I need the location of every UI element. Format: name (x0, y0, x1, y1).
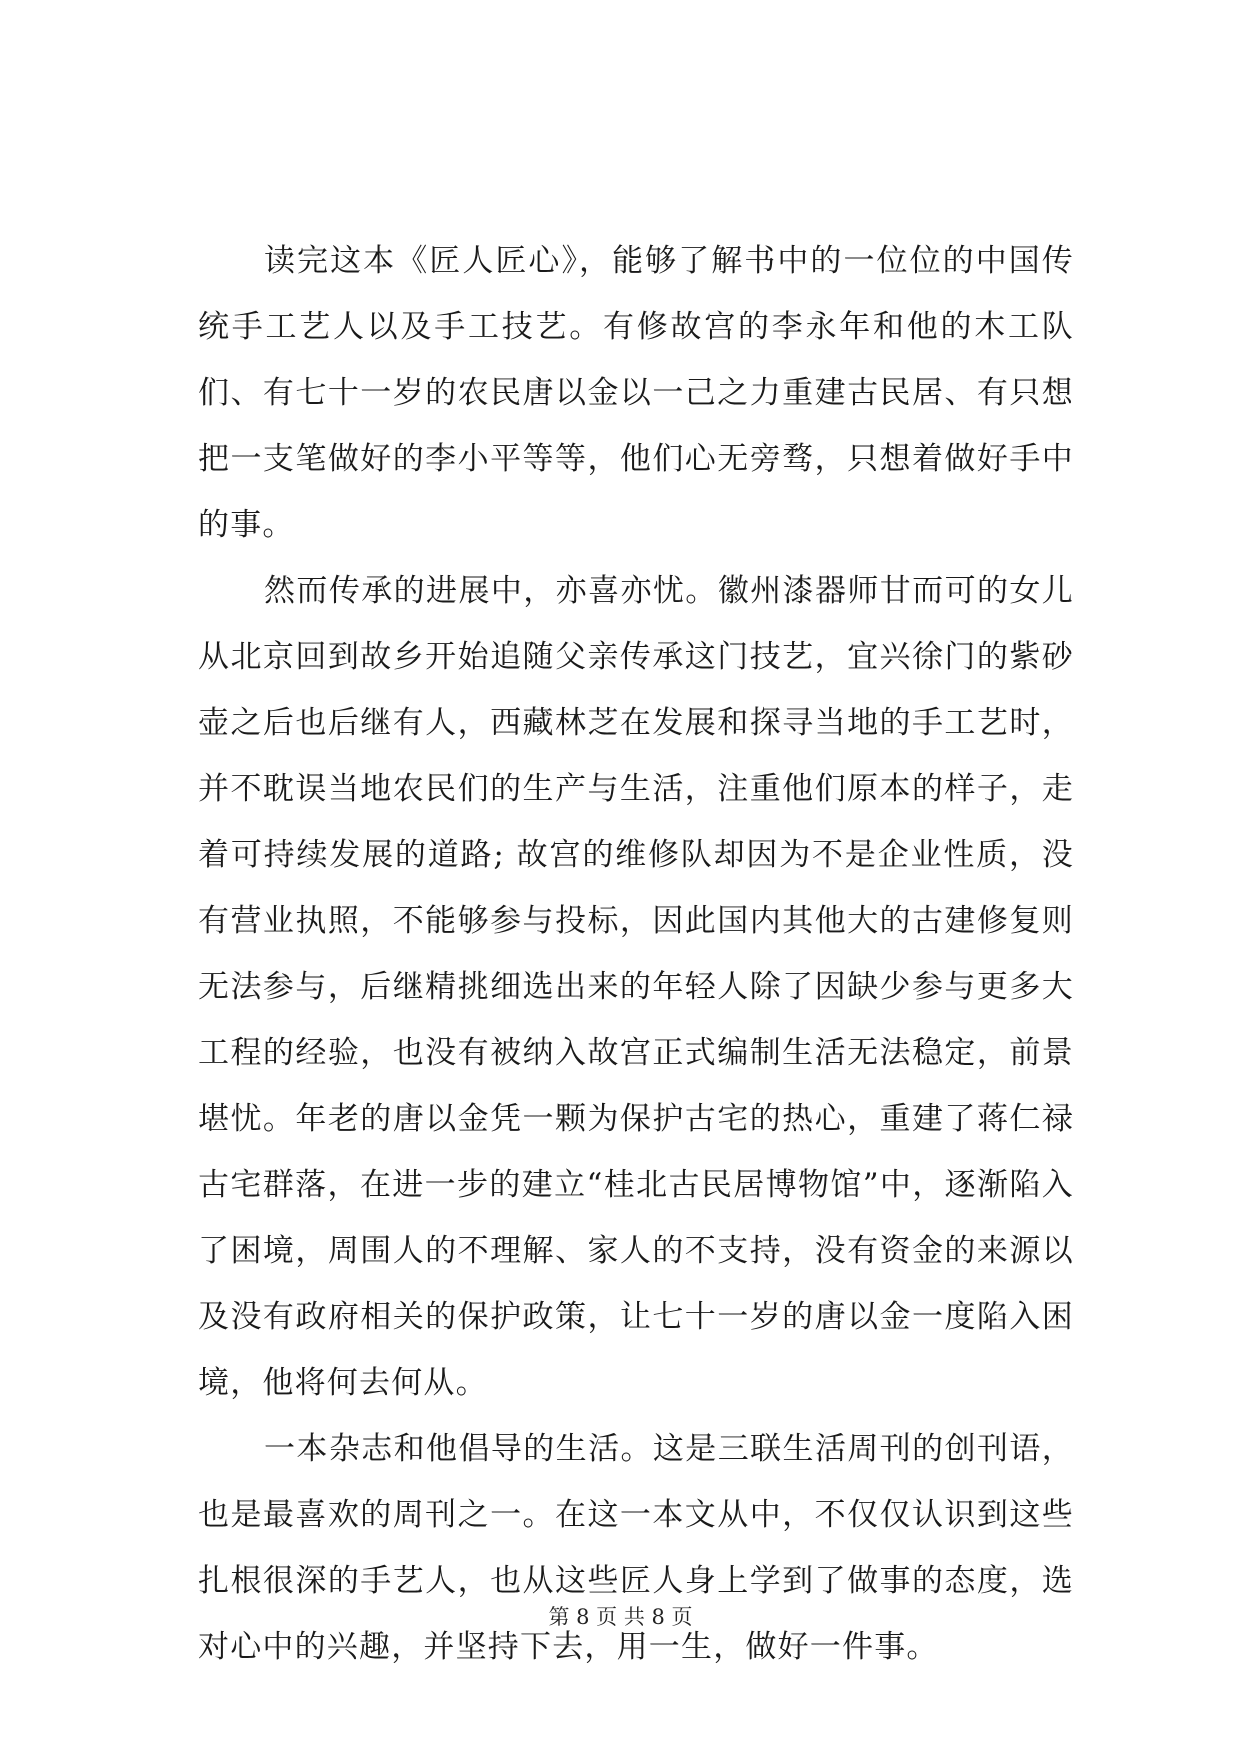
document-body (198, 228, 1074, 1680)
page-footer (0, 1602, 1241, 1632)
page-number-label: 第 8 页 共 8 页 (548, 1605, 693, 1629)
paragraph-2: 然而传承的进展中，亦喜亦忧。徽州漆器师甘而可的女儿从北京回到故乡开始追随父亲传承这门技艺，宜兴徐门的紫砂壶之后也后继有人，西藏林芝在发展和探寻当地的手工艺时，并不耽误当地农民们的生产与生活，注重他们原本的样子，走着可持续发展的道路; 故宫的维修队却因为不是企业性质，没有营业执照，不能够参与投标，因此国内其他大的古建修复则无法参与，后继精挑细选出来的年轻人除了因缺少参与更多大工程的经验，也没有被纳入故宫正式编制生活无法稳定，前景堪忧。年老的唐以金凭一颗为保护古宅的热心，重建了蒋仁禄古宅群落，在进一步的建立“桂北古民居博物馆”中，逐渐陷入了困境，周围人的不理解、家人的不支持，没有资金的来源以及没有政府相关的保护政策，让七十一岁的唐以金一度陷入困境，他将何去何从。 (198, 573, 1074, 1401)
paragraph-3: 一本杂志和他倡导的生活。这是三联生活周刊的创刊语，也是最喜欢的周刊之一。在这一本文从中，不仅仅认识到这些扎根很深的手艺人，也从这些匠人身上学到了做事的态度，选对心中的兴趣，并坚持下去，用一生，做好一件事。 (198, 1431, 1074, 1665)
paragraph-1: 读完这本《匠人匠心》，能够了解书中的一位位的中国传统手工艺人以及手工技艺。有修故宫的李永年和他的木工队们、有七十一岁的农民唐以金以一己之力重建古民居、有只想把一支笔做好的李小平等等，他们心无旁骛，只想着做好手中的事。 (198, 243, 1074, 543)
